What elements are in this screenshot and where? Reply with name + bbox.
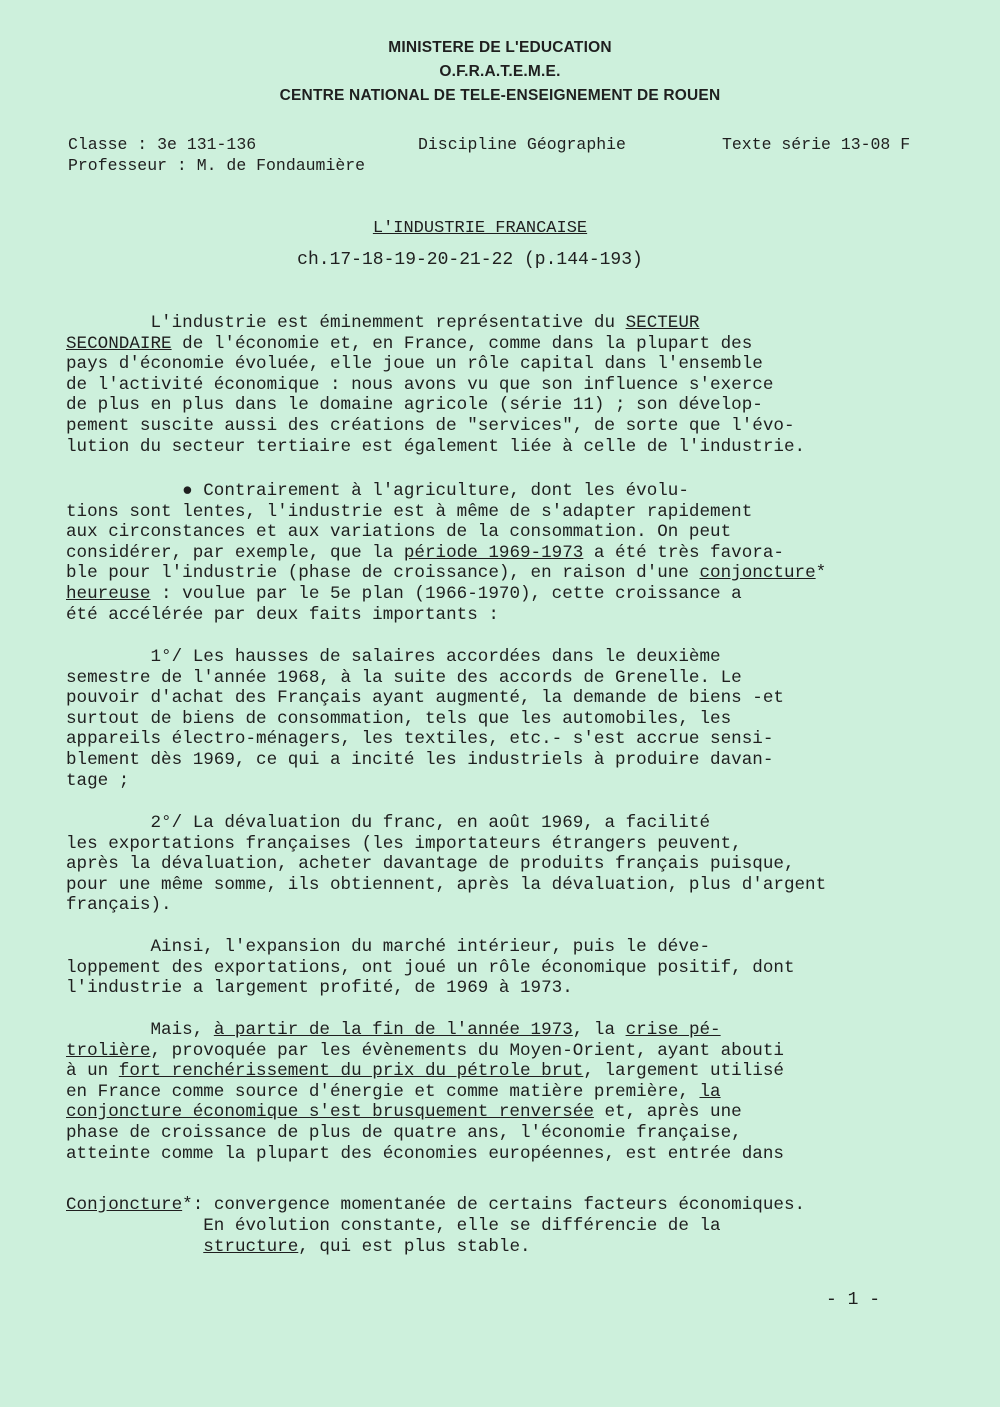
underlined-term: la: [699, 1081, 721, 1102]
underlined-term: SECONDAIRE: [66, 333, 172, 354]
page-number: - 1 -: [825, 1290, 880, 1310]
underlined-term: fort renchérissement du prix du pétrole brut: [118, 1061, 584, 1082]
underlined-term: à partir de la fin de l'année 1973: [213, 1020, 573, 1040]
underlined-term: conjoncture: [699, 563, 816, 584]
footnote-term: Conjoncture: [66, 1195, 183, 1215]
asterisk-mark: *: [815, 563, 827, 584]
meta-texte: Texte série 13-08 F: [722, 135, 911, 154]
underlined-term: conjoncture économique s'est brusquement renversée: [66, 1102, 594, 1123]
header-organization: O.F.R.A.T.E.M.E.: [439, 63, 561, 80]
paragraph-3: 1°/ Les hausses de salaires accordées dans le deuxième semestre de l'année 1968, à la suite des accords de Grenelle. Le pouvoir d'achat des Français ayant augmenté, la demande de biens -et surtout de biens de consommation, tels que les automobiles, les appareils électro-ménagers, les textiles, etc.- s'est accrue sensi- blement dès 1969, ce qui a incité les industriels à produire davan- tage ;: [66, 647, 784, 791]
underlined-term: heureuse: [66, 583, 151, 604]
page-subtitle: ch.17-18-19-20-21-22 (p.144-193): [297, 250, 643, 270]
paragraph-6: Mais, à partir de la fin de l'année 1973, la crise pé- trolière, provoquée par les évènements du Moyen-Orient, ayant abouti à un fort renchérissement du prix du pétrole brut, largement utilisé en France comme source d'énergie et comme matière première, la conjoncture économique s'est brusquement renversée et, après une phase de croissance de plus de quatre ans, l'économie française, atteinte comme la plupart des économies européennes, est entrée dans: [66, 1020, 784, 1164]
underlined-term: SECTEUR: [625, 313, 700, 333]
document-header: [0, 36, 1000, 108]
paragraph-4: 2°/ La dévaluation du franc, en août 1969, a facilité les exportations françaises (les importateurs étrangers peuvent, après la dévaluation, acheter davantage de produits français puisque, pour une même somme, ils obtiennent, après la dévaluation, plus d'argent français).: [66, 813, 827, 916]
paragraph-2: ● Contrairement à l'agriculture, dont les évolu- tions sont lentes, l'industrie est à même de s'adapter rapidement aux circonstances et aux variations de la consommation. On peut considérer, par exemple, que la période 1969-1973 a été très favora- ble pour l'industrie (phase de croissance), en raison d'une conjoncture* heureuse : voulue par le 5e plan (1966-1970), cette croissance a été accélérée par deux faits importants :: [66, 481, 827, 625]
meta-classe: Classe : 3e 131-136: [68, 135, 257, 154]
paragraph-1: L'industrie est éminemment représentative du SECTEUR SECONDAIRE de l'économie et, en France, comme dans la plupart des pays d'économie évoluée, elle joue un rôle capital dans l'ensemble de l'activité économique : nous avons vu que son influence s'exerce de plus en plus dans le domaine agricole (série 11) ; son dévelop- pement suscite aussi des créations de "services", de sorte que l'évo- lution du secteur tertiaire est également liée à celle de l'industrie.: [66, 313, 806, 457]
underlined-term: trolière: [66, 1040, 151, 1061]
page-title: L'INDUSTRIE FRANCAISE: [372, 219, 588, 238]
asterisk-mark: *: [182, 1195, 193, 1215]
underlined-term: structure: [203, 1237, 299, 1257]
meta-discipline: Discipline Géographie: [418, 135, 626, 154]
footnote-conjoncture: Conjoncture*: convergence momentanée de certains facteurs économiques. En évolution constante, elle se différencie de la structure, qui est plus stable.: [66, 1195, 806, 1257]
underlined-term: période 1969-1973: [403, 542, 584, 563]
paragraph-5: Ainsi, l'expansion du marché intérieur, puis le déve- loppement des exportations, ont joué un rôle économique positif, dont l'industrie a largement profité, de 1969 à 1973.: [66, 937, 795, 999]
header-ministry: MINISTERE DE L'EDUCATION: [388, 39, 612, 56]
header-center: CENTRE NATIONAL DE TELE-ENSEIGNEMENT DE ROUEN: [279, 87, 721, 104]
underlined-term: crise pé-: [625, 1020, 721, 1040]
meta-professeur: Professeur : M. de Fondaumière: [68, 156, 366, 175]
